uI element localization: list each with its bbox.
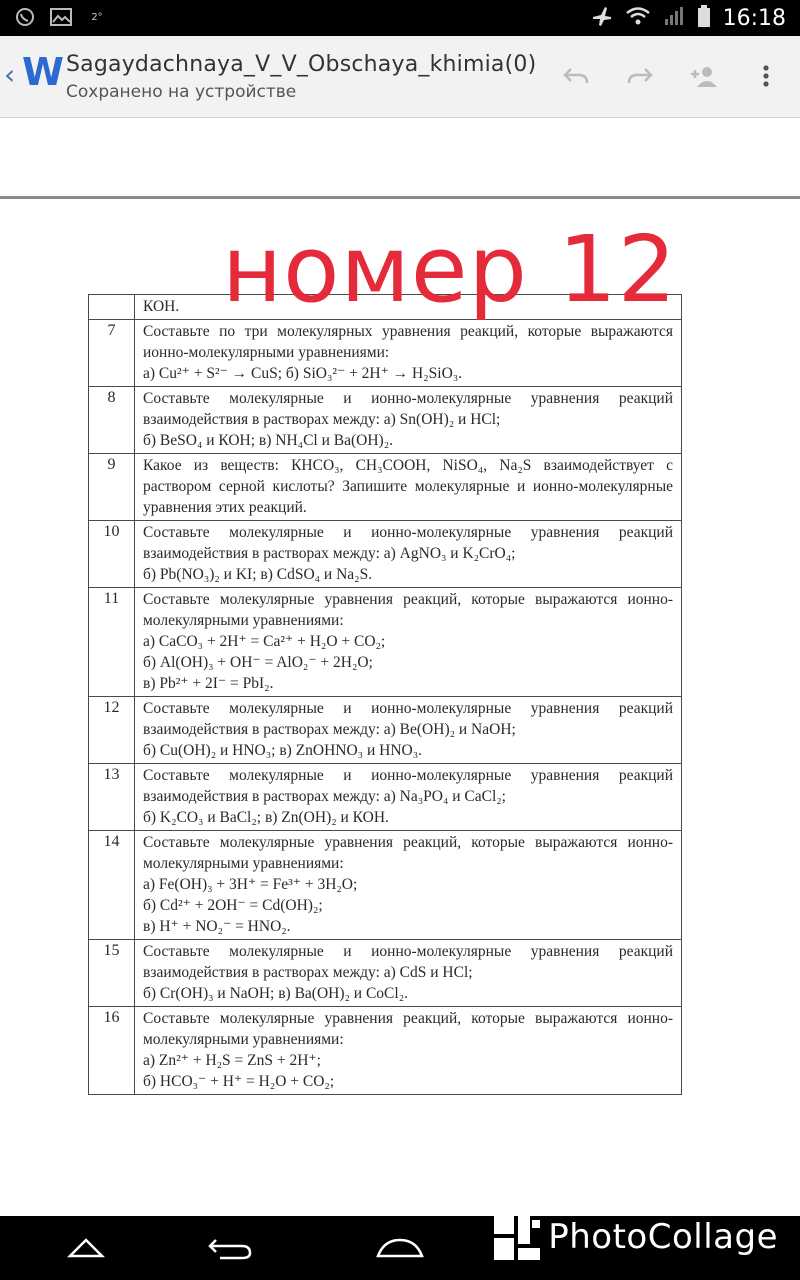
task-line: а) Zn²⁺ + H₂S = ZnS + 2H⁺;: [143, 1052, 321, 1069]
task-row: [89, 588, 682, 697]
task-line: б) BeSO₄ и КОН; в) NH₄Cl и Ba(OH)₂.: [143, 432, 393, 449]
task-line: Какое из веществ: КНСО₃, CH₃COOH, NiSO₄, Na₂S взаимодействует с раствором серной кислоты? Запишите молекулярные и ионно-молекулярные уравнения этих реакций.: [143, 457, 673, 516]
word-logo-icon[interactable]: W: [22, 50, 64, 94]
task-line: б) Pb(NO₃)₂ и KI; в) CdSO₄ и Na₂S.: [143, 566, 373, 583]
task-line: Составьте по три молекулярных уравнения реакций, которые выражаются ионно-молекулярными уравнениями:: [143, 323, 673, 361]
nav-home-icon[interactable]: [370, 1230, 430, 1266]
task-text: [135, 697, 682, 764]
task-text: [135, 387, 682, 454]
airplane-icon: [591, 5, 613, 31]
task-line: а) Cu²⁺ + S²⁻ → CuS; б) SiO₃²⁻ + 2H⁺ → H₂SiO₃.: [143, 365, 463, 382]
task-number: 16: [89, 1007, 135, 1095]
task-row: [89, 320, 682, 387]
task-row: [89, 940, 682, 1007]
task-line: Составьте молекулярные и ионно-молекулярные уравнения реакций взаимодействия в растворах между: а) AgNO₃ и K₂CrO₄;: [143, 524, 673, 562]
status-bar: [0, 0, 800, 36]
task-line: Составьте молекулярные уравнения реакций, которые выражаются ионно-молекулярными уравнениями:: [143, 1010, 673, 1048]
app-bar: [0, 36, 800, 118]
document-title: Sagaydachnaya_V_V_Obschaya_khimia(0): [66, 52, 537, 77]
task-row: [89, 521, 682, 588]
task-text: [135, 831, 682, 940]
share-person-icon[interactable]: [684, 58, 724, 94]
task-line: б) Cu(OH)₂ и HNO₃; в) ZnOHNO₃ и HNO₃.: [143, 742, 422, 759]
task-text: [135, 1007, 682, 1095]
task-line: Составьте молекулярные уравнения реакций, которые выражаются ионно-молекулярными уравнениями:: [143, 591, 673, 629]
task-text: [135, 521, 682, 588]
task-number: 9: [89, 454, 135, 521]
task-line: б) Cr(OH)₃ и NaOH; в) Ba(OH)₂ и CoCl₂.: [143, 985, 408, 1002]
photocollage-watermark: [494, 1214, 778, 1260]
back-chevron-icon[interactable]: ‹: [4, 58, 16, 91]
nav-home-back-icon[interactable]: [200, 1230, 260, 1266]
task-text: [135, 320, 682, 387]
task-text: [135, 588, 682, 697]
task-line: б) K₂CO₃ и BaCl₂; в) Zn(OH)₂ и КОН.: [143, 809, 389, 826]
task-number: 15: [89, 940, 135, 1007]
task-line: б) Cd²⁺ + 2OH⁻ = Cd(OH)₂;: [143, 897, 323, 914]
photocollage-logo-icon: [494, 1214, 540, 1260]
wifi-icon: [625, 5, 651, 31]
task-number: 8: [89, 387, 135, 454]
document-subtitle: Сохранено на устройстве: [66, 82, 297, 102]
task-line: в) Pb²⁺ + 2I⁻ = PbI₂.: [143, 675, 274, 692]
handwritten-annotation: номер 12: [222, 216, 678, 323]
document-page[interactable]: [88, 294, 682, 1142]
task-number: 11: [89, 588, 135, 697]
notification-dot-icon: 2°: [91, 11, 103, 23]
photocollage-text: PhotoCollage: [548, 1217, 778, 1257]
task-number: 14: [89, 831, 135, 940]
page-top-area: [0, 118, 800, 196]
task-line: Составьте молекулярные и ионно-молекулярные уравнения реакций взаимодействия в растворах между: а) Be(OH)₂ и NaOH;: [143, 700, 673, 738]
task-line: а) Fe(OH)₃ + 3H⁺ = Fe³⁺ + 3H₂O;: [143, 876, 358, 893]
task-number: [89, 295, 135, 320]
task-line: б) HCO₃⁻ + H⁺ = H₂O + CO₂;: [143, 1073, 335, 1090]
undo-icon[interactable]: [556, 58, 596, 94]
task-number: 10: [89, 521, 135, 588]
task-line: Составьте молекулярные и ионно-молекулярные уравнения реакций взаимодействия в растворах между: а) Na₃PO₄ и CaCl₂;: [143, 767, 673, 805]
task-line: Составьте молекулярные и ионно-молекулярные уравнения реакций взаимодействия в растворах между: а) Sn(OH)₂ и HCl;: [143, 390, 673, 428]
clock: 16:18: [722, 5, 786, 31]
task-line: в) H⁺ + NO₂⁻ = HNO₂.: [143, 918, 291, 935]
task-row: [89, 1007, 682, 1095]
task-row: [89, 764, 682, 831]
task-text: [135, 764, 682, 831]
task-line: Составьте молекулярные и ионно-молекулярные уравнения реакций взаимодействия в растворах между: а) CdS и HCl;: [143, 943, 673, 981]
task-text: [135, 454, 682, 521]
task-row: [89, 697, 682, 764]
task-number: 12: [89, 697, 135, 764]
task-text: [135, 940, 682, 1007]
nav-back-icon[interactable]: [56, 1230, 116, 1266]
signal-icon: [663, 5, 685, 31]
task-table: [88, 294, 682, 1095]
gallery-icon: [50, 6, 72, 28]
task-number: 7: [89, 320, 135, 387]
whatsapp-icon: [14, 6, 36, 28]
task-line: КОН.: [143, 298, 180, 315]
task-number: 13: [89, 764, 135, 831]
redo-icon[interactable]: [620, 58, 660, 94]
task-row: [89, 831, 682, 940]
task-line: б) Al(OH)₃ + OH⁻ = AlO₂⁻ + 2H₂O;: [143, 654, 373, 671]
task-line: а) CaCO₃ + 2H⁺ = Ca²⁺ + H₂O + CO₂;: [143, 633, 386, 650]
task-row: [89, 454, 682, 521]
task-row: [89, 387, 682, 454]
battery-icon: [697, 5, 711, 31]
more-icon[interactable]: [746, 58, 786, 94]
page-divider: [0, 196, 800, 199]
task-line: Составьте молекулярные уравнения реакций, которые выражаются ионно-молекулярными уравнениями:: [143, 834, 673, 872]
